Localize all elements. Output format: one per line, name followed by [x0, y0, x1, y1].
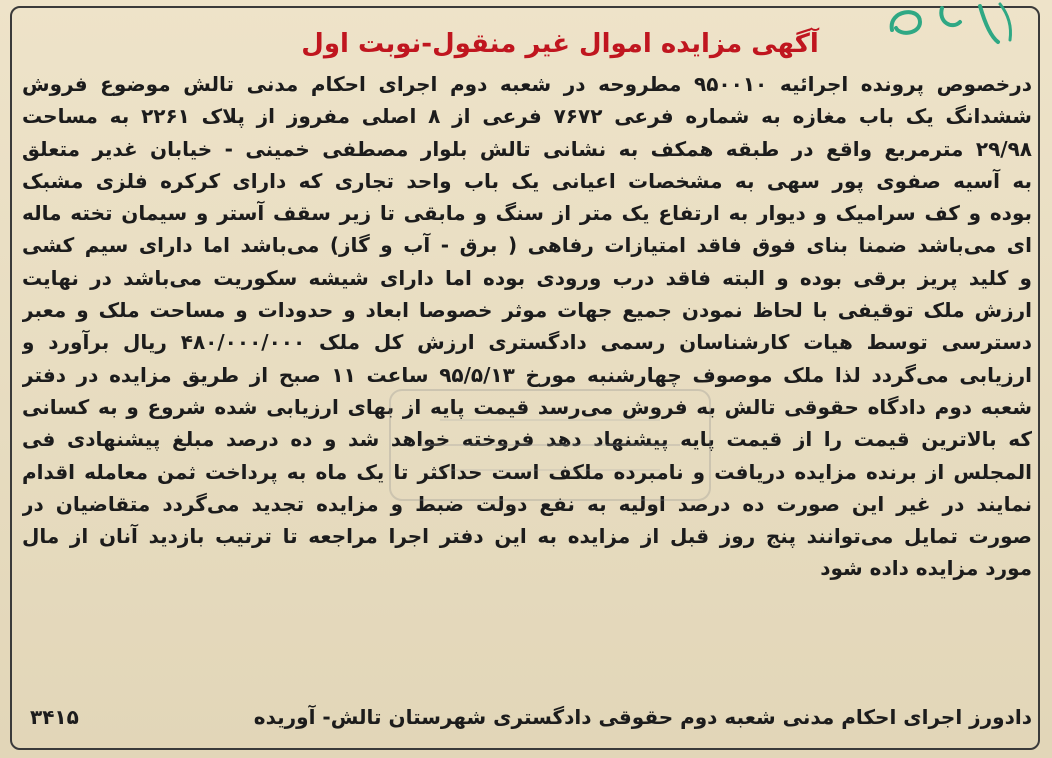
notice-line: دسترسی توسط هیات کارشناسان رسمی دادگستری ارزش کل ملک ۴۸۰/۰۰۰/۰۰۰ ریال برآورد و: [22, 330, 1032, 355]
notice-line: که بالاترین قیمت را از قیمت پایه پیشنهاد دهد فروخته خواهد شد و ده درصد مبلغ پیشنهادی فی: [22, 427, 1032, 452]
notice-footer: [22, 700, 1032, 734]
notice-line: مورد مزایده داده شود: [820, 556, 1032, 581]
notice-line: شعبه دوم دادگاه حقوقی تالش به فروش می‌رسد قیمت پایه از بهای ارزیابی شده شروع و به کسانی: [22, 394, 1032, 419]
notice-line: المجلس از برنده مزایده دریافت و نامبرده ملکف است حداکثر تا یک ماه به پرداخت ثمن معامله اقدام: [22, 459, 1032, 484]
notice-line: بوده و کف سرامیک و دیوار به ارتفاع یک متر از سنگ و مابقی تا زیر سقف آستر و سیمان تخته ماله: [22, 201, 1032, 226]
notice-body: [22, 68, 1032, 585]
notice-line: ششدانگ یک باب مغازه به شماره فرعی ۷۶۷۲ فرعی از ۸ اصلی مفروز از پلاک ۲۲۶۱ به مساحت: [22, 104, 1032, 129]
ad-code: ۳۴۱۵: [30, 705, 79, 729]
issuer-signature: دادورز اجرای احکام مدنی شعبه دوم حقوقی دادگستری شهرستان تالش- آوریده: [253, 705, 1032, 729]
notice-line: درخصوص پرونده اجرائیه ۹۵۰۰۱۰ مطروحه در شعبه دوم اجرای احکام مدنی تالش موضوع فروش: [22, 72, 1032, 96]
notice-title: آگهی مزایده اموال غیر منقول-نوبت اول: [301, 29, 819, 59]
notice-line: ای می‌باشد ضمنا بنای فوق فاقد امتیازات رفاهی ( برق - آب و گاز) می‌باشد اما دارای سیم کشی: [22, 233, 1032, 258]
notice-line: و کلید پریز برقی بوده و البته فاقد درب ورودی بوده اما دارای شیشه سکوریت می‌باشد در نهایت: [22, 265, 1032, 290]
notice-line: ارزش ملک توقیفی با لحاظ نمودن جمیع جهات موثر خصوصا ابعاد و حدودات و مساحت ملک و معبر: [22, 298, 1032, 323]
handwritten-mark-icon: [880, 0, 1030, 50]
notice-line: به آسیه صفوی پور سهی به مشخصات اعیانی یک باب واحد تجاری که دارای کرکره فلزی مشبک: [22, 168, 1032, 193]
notice-line: ۲۹/۹۸ مترمربع واقع در طبقه همکف به نشانی تالش بلوار مصطفی خمینی - خیابان غدیر متعلق: [22, 136, 1032, 161]
notice-line: ارزیابی می‌گردد لذا ملک موصوف چهارشنبه مورخ ۹۵/۵/۱۳ ساعت ۱۱ صبح از طریق مزایده در دفتر: [22, 362, 1032, 387]
notice-line: نمایند در غیر این صورت ده درصد اولیه به نفع دولت ضبط و مزایده تجدید می‌گردد متقاضیان در: [22, 491, 1032, 516]
notice-line: صورت تمایل می‌توانند پنج روز قبل از مزایده به این دفتر اجرا مراجعه تا ترتیب بازدید آنان از مال: [22, 524, 1032, 549]
